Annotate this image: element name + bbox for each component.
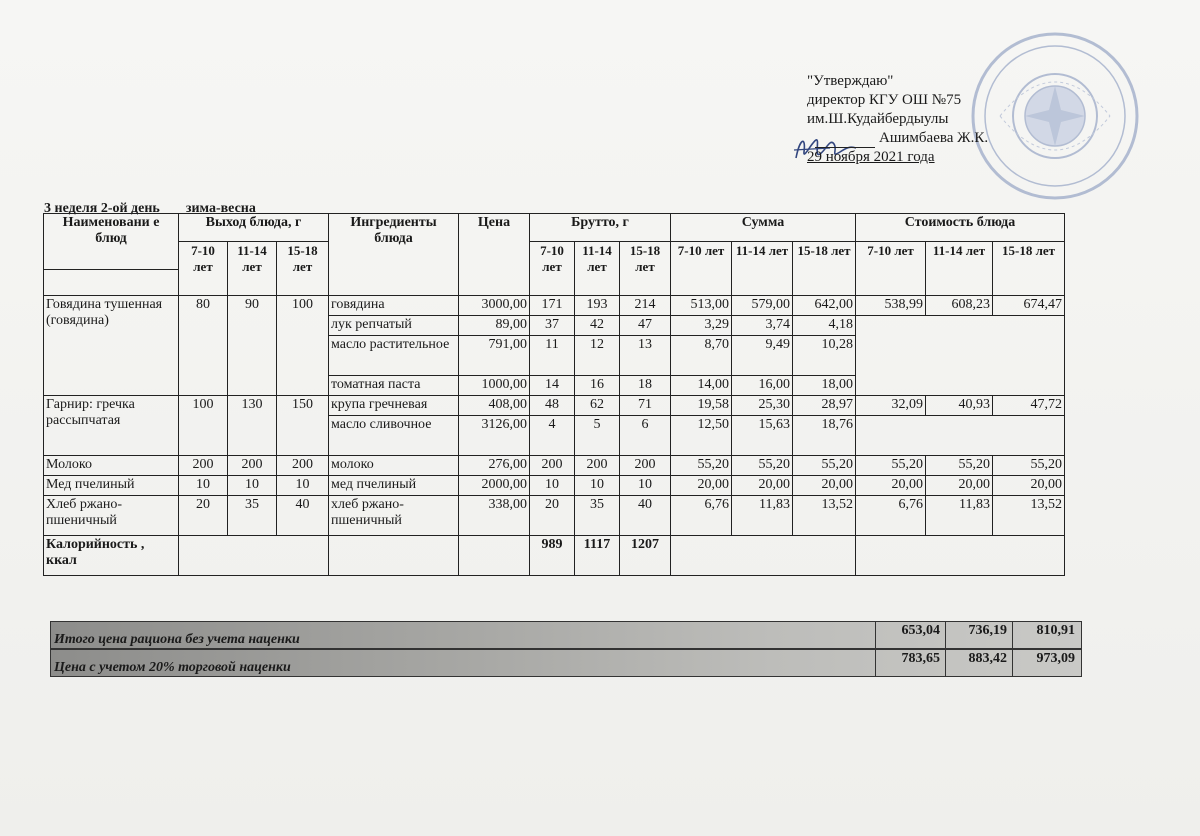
total-row-with-markup — [50, 649, 1082, 677]
totals-block — [50, 621, 1082, 677]
cost-value: 47,72 — [993, 396, 1065, 416]
approval-block — [807, 72, 988, 167]
sum-value: 6,76 — [671, 496, 732, 536]
output-value: 150 — [277, 396, 329, 456]
total-value: 973,09 — [1036, 651, 1075, 666]
week-day-label: 3 неделя 2-ой день — [44, 201, 160, 216]
header-output-age-3: 15-18 лет — [277, 242, 329, 296]
total-value: 736,19 — [968, 623, 1007, 638]
ingredient-price: 1000,00 — [459, 376, 530, 396]
brutto-value: 37 — [530, 316, 575, 336]
total-value: 883,42 — [968, 651, 1007, 666]
dish-name: Говядина тушенная (говядина) — [44, 296, 179, 396]
approval-signature-line — [807, 129, 988, 148]
sum-value: 28,97 — [793, 396, 856, 416]
calories-value: 989 — [530, 536, 575, 576]
cost-value: 55,20 — [856, 456, 926, 476]
sum-value: 579,00 — [732, 296, 793, 316]
brutto-value: 40 — [620, 496, 671, 536]
ingredient-price: 338,00 — [459, 496, 530, 536]
output-value: 80 — [179, 296, 228, 396]
sum-value: 3,74 — [732, 316, 793, 336]
table-row — [44, 456, 1065, 476]
output-value: 200 — [179, 456, 228, 476]
header-output-age-2: 11-14 лет — [228, 242, 277, 296]
dish-name: Хлеб ржано-пшеничный — [44, 496, 179, 536]
output-value: 100 — [179, 396, 228, 456]
calories-value: 1117 — [575, 536, 620, 576]
brutto-value: 193 — [575, 296, 620, 316]
ingredient-price: 89,00 — [459, 316, 530, 336]
output-value: 40 — [277, 496, 329, 536]
brutto-value: 200 — [575, 456, 620, 476]
dish-name: Молоко — [44, 456, 179, 476]
brutto-value: 10 — [620, 476, 671, 496]
menu-table — [43, 213, 1065, 576]
ingredient-price: 408,00 — [459, 396, 530, 416]
empty-cell — [329, 536, 459, 576]
ingredient-name: томатная паста — [329, 376, 459, 396]
dish-name: Мед пчелиный — [44, 476, 179, 496]
cost-value: 674,47 — [993, 296, 1065, 316]
sum-value: 20,00 — [793, 476, 856, 496]
cost-value: 20,00 — [926, 476, 993, 496]
sum-value: 18,76 — [793, 416, 856, 456]
brutto-value: 62 — [575, 396, 620, 416]
sum-value: 14,00 — [671, 376, 732, 396]
brutto-value: 13 — [620, 336, 671, 376]
header-cost-age-1: 7-10 лет — [856, 242, 926, 296]
ingredient-price: 791,00 — [459, 336, 530, 376]
ingredient-name: крупа гречневая — [329, 396, 459, 416]
total-label: Итого цена рациона без учета наценки — [54, 632, 300, 647]
empty-cell — [856, 536, 1065, 576]
table-row — [44, 296, 1065, 316]
ingredient-name: молоко — [329, 456, 459, 476]
season-label: зима-весна — [185, 201, 256, 216]
header-dish-name: Наименовани е блюд — [44, 214, 179, 270]
total-value: 783,65 — [901, 651, 940, 666]
brutto-value: 16 — [575, 376, 620, 396]
sum-value: 11,83 — [732, 496, 793, 536]
header-cost-age-2: 11-14 лет — [926, 242, 993, 296]
header-cost-age-3: 15-18 лет — [993, 242, 1065, 296]
header-dish-name-spacer — [44, 270, 179, 296]
cost-value: 40,93 — [926, 396, 993, 416]
sum-value: 15,63 — [732, 416, 793, 456]
sum-value: 16,00 — [732, 376, 793, 396]
output-value: 20 — [179, 496, 228, 536]
ingredient-price: 2000,00 — [459, 476, 530, 496]
table-row — [44, 396, 1065, 416]
sum-value: 642,00 — [793, 296, 856, 316]
header-brutto-age-2: 11-14 лет — [575, 242, 620, 296]
sum-value: 3,29 — [671, 316, 732, 336]
ingredient-price: 276,00 — [459, 456, 530, 476]
output-value: 130 — [228, 396, 277, 456]
cost-value: 538,99 — [856, 296, 926, 316]
sum-value: 10,28 — [793, 336, 856, 376]
sum-value: 55,20 — [732, 456, 793, 476]
cost-value: 6,76 — [856, 496, 926, 536]
sum-value: 9,49 — [732, 336, 793, 376]
brutto-value: 171 — [530, 296, 575, 316]
header-output-age-1: 7-10 лет — [179, 242, 228, 296]
empty-cell — [459, 536, 530, 576]
brutto-value: 10 — [530, 476, 575, 496]
cost-value: 20,00 — [993, 476, 1065, 496]
cost-value: 32,09 — [856, 396, 926, 416]
calories-label: Калорийность , ккал — [44, 536, 179, 576]
ingredient-price: 3126,00 — [459, 416, 530, 456]
brutto-value: 200 — [530, 456, 575, 476]
brutto-value: 35 — [575, 496, 620, 536]
sum-value: 25,30 — [732, 396, 793, 416]
approval-school: им.Ш.Кудайбердыулы — [807, 111, 949, 127]
header-brutto-age-1: 7-10 лет — [530, 242, 575, 296]
empty-cell — [179, 536, 329, 576]
output-value: 200 — [228, 456, 277, 476]
table-row — [44, 476, 1065, 496]
brutto-value: 214 — [620, 296, 671, 316]
ingredient-name: мед пчелиный — [329, 476, 459, 496]
brutto-value: 200 — [620, 456, 671, 476]
brutto-value: 42 — [575, 316, 620, 336]
approval-position: директор КГУ ОШ №75 — [807, 92, 962, 108]
ingredient-name: говядина — [329, 296, 459, 316]
sum-value: 19,58 — [671, 396, 732, 416]
ingredient-name: масло сливочное — [329, 416, 459, 456]
sum-value: 55,20 — [793, 456, 856, 476]
total-value: 653,04 — [901, 623, 940, 638]
cost-value: 20,00 — [856, 476, 926, 496]
header-sum-age-1: 7-10 лет — [671, 242, 732, 296]
cost-value: 608,23 — [926, 296, 993, 316]
brutto-value: 4 — [530, 416, 575, 456]
sum-value: 13,52 — [793, 496, 856, 536]
approval-director-name: Ашимбаева Ж.К. — [879, 130, 989, 146]
header-brutto-age-3: 15-18 лет — [620, 242, 671, 296]
empty-cost-cell — [856, 416, 1065, 456]
cost-value: 55,20 — [993, 456, 1065, 476]
ingredient-name: лук репчатый — [329, 316, 459, 336]
sum-value: 513,00 — [671, 296, 732, 316]
output-value: 200 — [277, 456, 329, 476]
output-value: 10 — [179, 476, 228, 496]
approval-date: 29 ноября 2021 года — [807, 149, 935, 165]
output-value: 35 — [228, 496, 277, 536]
output-value: 90 — [228, 296, 277, 396]
brutto-value: 48 — [530, 396, 575, 416]
header-sum: Сумма — [671, 214, 856, 242]
brutto-value: 20 — [530, 496, 575, 536]
header-ingredients: Ингредиенты блюда — [329, 214, 459, 296]
brutto-value: 47 — [620, 316, 671, 336]
brutto-value: 11 — [530, 336, 575, 376]
cost-value: 13,52 — [993, 496, 1065, 536]
sum-value: 4,18 — [793, 316, 856, 336]
cost-value: 11,83 — [926, 496, 993, 536]
ingredient-price: 3000,00 — [459, 296, 530, 316]
total-label: Цена с учетом 20% торговой наценки — [54, 660, 291, 675]
empty-cost-cell — [856, 316, 1065, 396]
output-value: 10 — [228, 476, 277, 496]
header-price: Цена — [459, 214, 530, 296]
total-row-no-markup — [50, 621, 1082, 649]
output-value: 10 — [277, 476, 329, 496]
brutto-value: 14 — [530, 376, 575, 396]
brutto-value: 12 — [575, 336, 620, 376]
ingredient-name: масло растительное — [329, 336, 459, 376]
brutto-value: 5 — [575, 416, 620, 456]
total-value: 810,91 — [1036, 623, 1075, 638]
cost-value: 55,20 — [926, 456, 993, 476]
empty-cell — [671, 536, 856, 576]
brutto-value: 71 — [620, 396, 671, 416]
sum-value: 55,20 — [671, 456, 732, 476]
brutto-value: 6 — [620, 416, 671, 456]
brutto-value: 18 — [620, 376, 671, 396]
sum-value: 8,70 — [671, 336, 732, 376]
sum-value: 18,00 — [793, 376, 856, 396]
header-sum-age-3: 15-18 лет — [793, 242, 856, 296]
header-output: Выход блюда, г — [179, 214, 329, 242]
dish-name: Гарнир: гречка рассыпчатая — [44, 396, 179, 456]
sum-value: 12,50 — [671, 416, 732, 456]
calories-value: 1207 — [620, 536, 671, 576]
sum-value: 20,00 — [732, 476, 793, 496]
ingredient-name: хлеб ржано-пшеничный — [329, 496, 459, 536]
output-value: 100 — [277, 296, 329, 396]
header-sum-age-2: 11-14 лет — [732, 242, 793, 296]
header-brutto: Брутто, г — [530, 214, 671, 242]
approval-line: "Утверждаю" — [807, 73, 894, 89]
seal-stamp-icon — [960, 28, 1150, 203]
calories-row — [44, 536, 1065, 576]
brutto-value: 10 — [575, 476, 620, 496]
header-cost: Стоимость блюда — [856, 214, 1065, 242]
table-row — [44, 496, 1065, 536]
sum-value: 20,00 — [671, 476, 732, 496]
